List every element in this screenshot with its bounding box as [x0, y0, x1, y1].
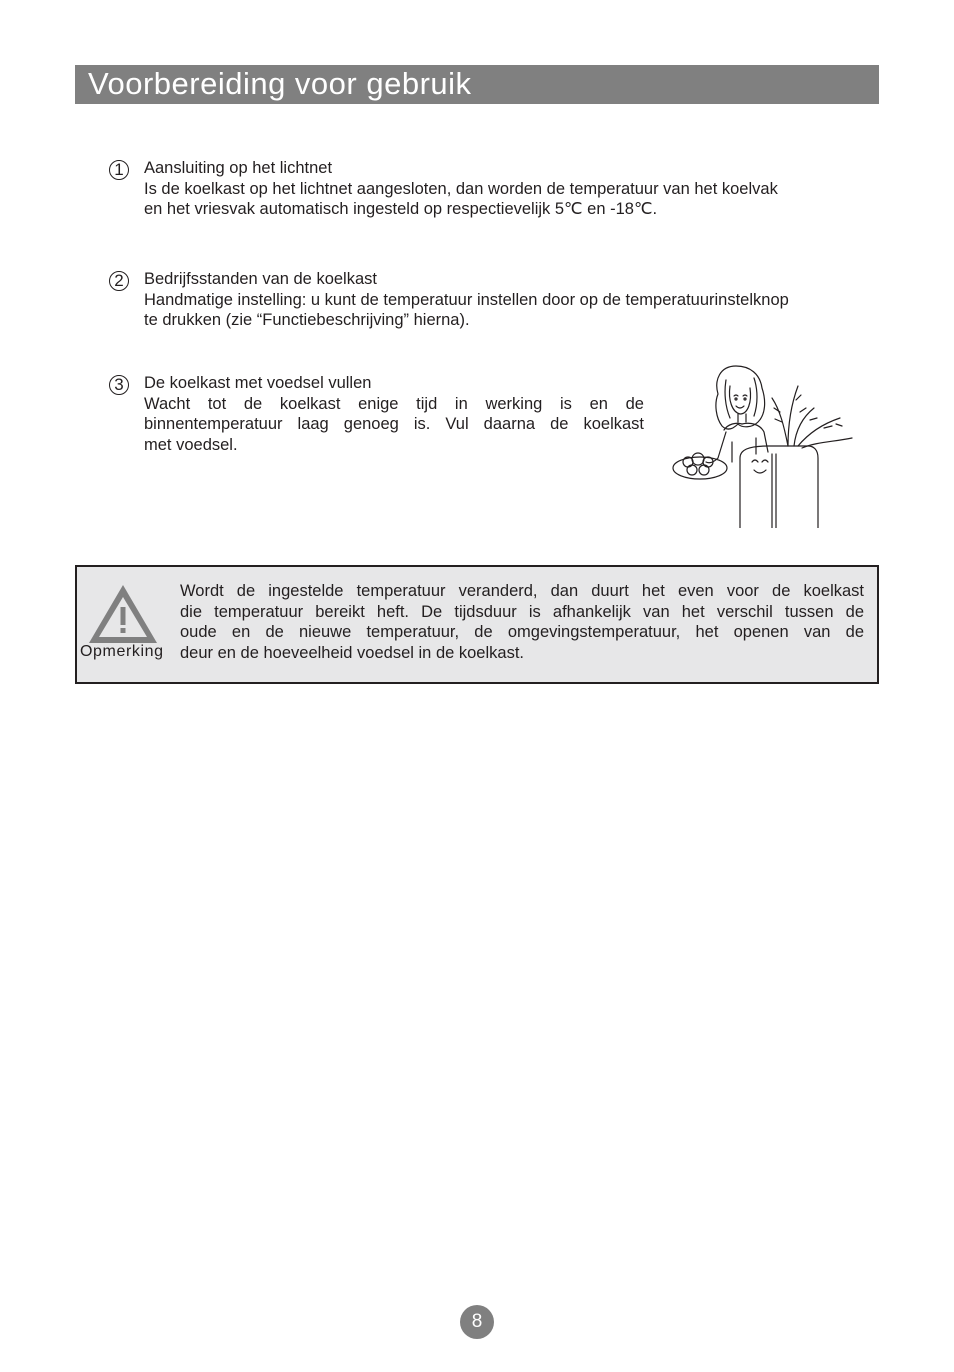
- section-number-circle: 2: [109, 271, 129, 291]
- page-title: Voorbereiding voor gebruik: [88, 66, 472, 101]
- note-line: oude en de nieuwe temperatuur, de omgevingstemperatuur, het openen van de: [180, 623, 864, 642]
- section-line: Handmatige instelling: u kunt de temperatuur instellen door op de temperatuurinstelknop: [144, 290, 789, 309]
- page-number: 8: [460, 1305, 494, 1339]
- note-box: [75, 565, 879, 684]
- header-bar: [75, 65, 879, 104]
- section-line: Is de koelkast op het lichtnet aangesloten, dan worden de temperatuur van het koelvak: [144, 179, 778, 198]
- section-line: binnentemperatuur laag genoeg is. Vul daarna de koelkast: [144, 415, 644, 434]
- section-line: Wacht tot de koelkast enige tijd in werking is en de: [144, 394, 644, 413]
- note-label: Opmerking: [80, 643, 164, 660]
- section-heading: De koelkast met voedsel vullen: [144, 374, 372, 392]
- note-line: die temperatuur bereikt heft. De tijdsduur is afhankelijk van het verschil tussen de: [180, 602, 864, 621]
- warning-triangle-icon: [87, 583, 159, 647]
- section-line: en het vriesvak automatisch ingesteld op respectievelijk 5℃ en -18℃.: [144, 200, 658, 219]
- section-line: met voedsel.: [144, 436, 238, 455]
- section-heading: Bedrijfsstanden van de koelkast: [144, 270, 377, 288]
- woman-filling-fridge-illustration: [668, 362, 862, 528]
- note-line: deur en de hoeveelheid voedsel in de koelkast.: [180, 644, 524, 663]
- note-line: Wordt de ingestelde temperatuur veranderd, dan duurt het even voor de koelkast: [180, 582, 864, 600]
- section-number-circle: 3: [109, 375, 129, 395]
- section-number-circle: 1: [109, 160, 129, 180]
- section-line: te drukken (zie “Functiebeschrijving” hierna).: [144, 311, 470, 330]
- section-heading: Aansluiting op het lichtnet: [144, 159, 333, 177]
